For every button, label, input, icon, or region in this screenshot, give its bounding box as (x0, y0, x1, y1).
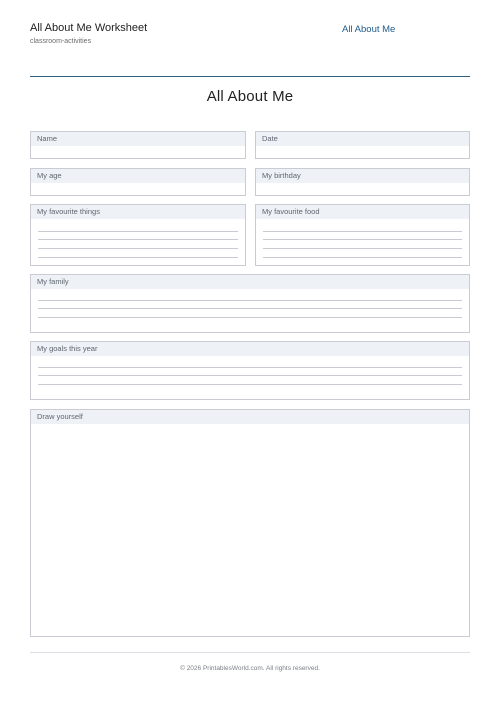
writing-line (38, 375, 462, 376)
writing-line (263, 231, 462, 232)
document-title: All About Me Worksheet (30, 22, 148, 34)
name-field[interactable] (30, 131, 246, 159)
age-field[interactable] (30, 168, 246, 196)
header-divider (30, 76, 470, 77)
writing-line (38, 300, 462, 301)
writing-line (38, 257, 238, 258)
worksheet-title: All About Me (206, 88, 294, 105)
document-category: classroom-activities (30, 38, 92, 45)
date-field[interactable] (255, 131, 470, 159)
favourite-food-field[interactable] (255, 204, 470, 266)
birthday-label: My birthday (256, 169, 469, 183)
family-label: My family (31, 275, 469, 289)
draw-yourself-label: Draw yourself (31, 410, 469, 424)
favourite-food-label: My favourite food (256, 205, 469, 219)
writing-line (38, 308, 462, 309)
writing-line (38, 239, 238, 240)
writing-line (38, 367, 462, 368)
writing-line (263, 257, 462, 258)
writing-line (38, 231, 238, 232)
goals-label: My goals this year (31, 342, 469, 356)
favourite-things-label: My favourite things (31, 205, 245, 219)
writing-line (38, 384, 462, 385)
footer-divider (30, 652, 470, 653)
draw-yourself-area[interactable] (30, 409, 470, 637)
copyright-text: © 2026 PrintablesWorld.com. All rights reserved. (180, 665, 320, 672)
writing-line (263, 248, 462, 249)
date-label: Date (256, 132, 469, 146)
favourite-things-field[interactable] (30, 204, 246, 266)
family-field[interactable] (30, 274, 470, 333)
writing-line (38, 248, 238, 249)
brand-link[interactable]: All About Me (342, 24, 396, 35)
name-label: Name (31, 132, 245, 146)
birthday-field[interactable] (255, 168, 470, 196)
goals-field[interactable] (30, 341, 470, 400)
writing-line (263, 239, 462, 240)
writing-line (38, 317, 462, 318)
age-label: My age (31, 169, 245, 183)
